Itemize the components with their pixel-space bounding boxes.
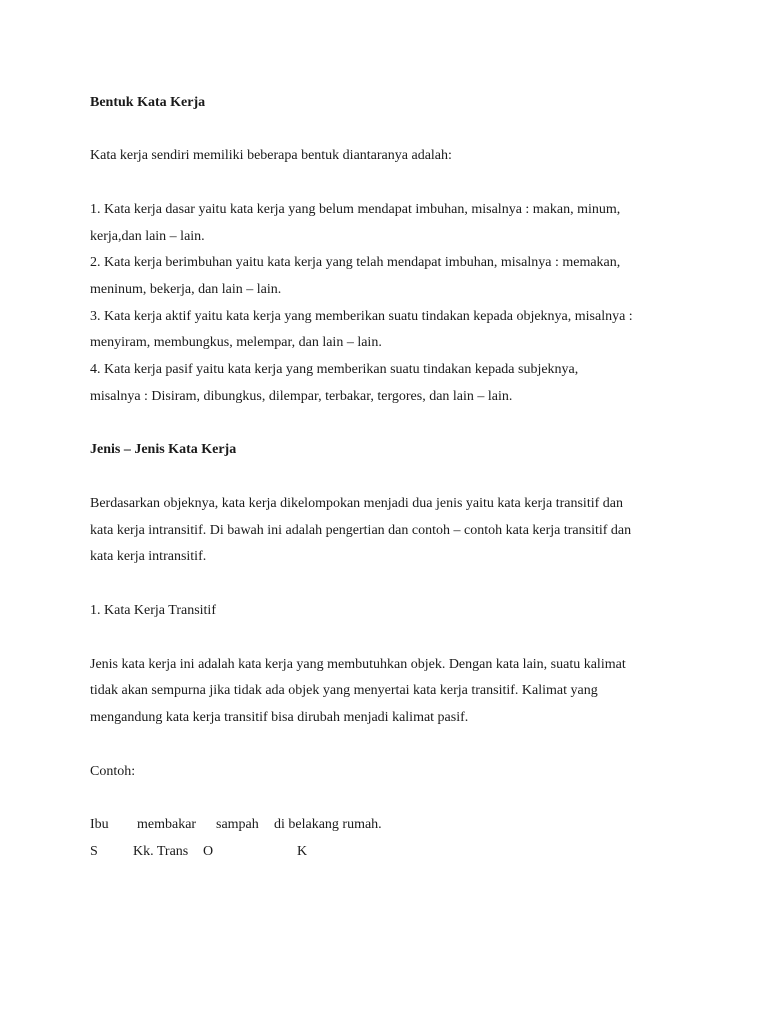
list-item-1-line-1: 1. Kata kerja dasar yaitu kata kerja yang belum mendapat imbuhan, misalnya : makan, minum,: [90, 202, 621, 217]
example-word-adverbial: di belakang rumah.: [274, 817, 382, 832]
section2-paragraph-line-3: kata kerja intransitif.: [90, 549, 207, 564]
heading-bentuk-kata-kerja: Bentuk Kata Kerja: [90, 95, 206, 110]
example-word-subject: Ibu: [90, 817, 109, 832]
subsection-paragraph-line-1: Jenis kata kerja ini adalah kata kerja yang membutuhkan objek. Dengan kata lain, suatu kalimat: [90, 657, 626, 672]
list-item-4-line-1: 4. Kata kerja pasif yaitu kata kerja yang memberikan suatu tindakan kepada subjeknya,: [90, 362, 579, 377]
list-item-3-line-2: menyiram, membungkus, melempar, dan lain – lain.: [90, 335, 382, 350]
list-item-4-line-2: misalnya : Disiram, dibungkus, dilempar, terbakar, tergores, dan lain – lain.: [90, 389, 513, 404]
subsection-paragraph-line-3: mengandung kata kerja transitif bisa dirubah menjadi kalimat pasif.: [90, 710, 469, 725]
heading-jenis-kata-kerja: Jenis – Jenis Kata Kerja: [90, 442, 237, 457]
example-word-verb: membakar: [137, 817, 197, 832]
example-role-adverbial: K: [297, 844, 308, 859]
list-item-3-line-1: 3. Kata kerja aktif yaitu kata kerja yang memberikan suatu tindakan kepada objeknya, misalnya :: [90, 309, 633, 324]
document-page: [90, 0, 690, 1024]
list-item-1-line-2: kerja,dan lain – lain.: [90, 229, 205, 244]
example-role-object: O: [203, 844, 214, 859]
list-item-2-line-2: meninum, bekerja, dan lain – lain.: [90, 282, 282, 297]
intro-paragraph: Kata kerja sendiri memiliki beberapa bentuk diantaranya adalah:: [90, 148, 452, 163]
subsection-paragraph-line-2: tidak akan sempurna jika tidak ada objek yang menyertai kata kerja transitif. Kalimat yang: [90, 683, 598, 698]
example-label: Contoh:: [90, 764, 136, 779]
list-item-2-line-1: 2. Kata kerja berimbuhan yaitu kata kerja yang telah mendapat imbuhan, misalnya : memakan,: [90, 255, 621, 270]
example-word-object: sampah: [216, 817, 259, 832]
subheading-kata-kerja-transitif: 1. Kata Kerja Transitif: [90, 603, 216, 618]
section2-paragraph-line-2: kata kerja intransitif. Di bawah ini adalah pengertian dan contoh – contoh kata kerja transitif dan: [90, 523, 632, 538]
section2-paragraph-line-1: Berdasarkan objeknya, kata kerja dikelompokan menjadi dua jenis yaitu kata kerja transitif dan: [90, 496, 623, 511]
example-role-subject: S: [90, 844, 98, 859]
example-role-verb: Kk. Trans: [133, 844, 189, 859]
